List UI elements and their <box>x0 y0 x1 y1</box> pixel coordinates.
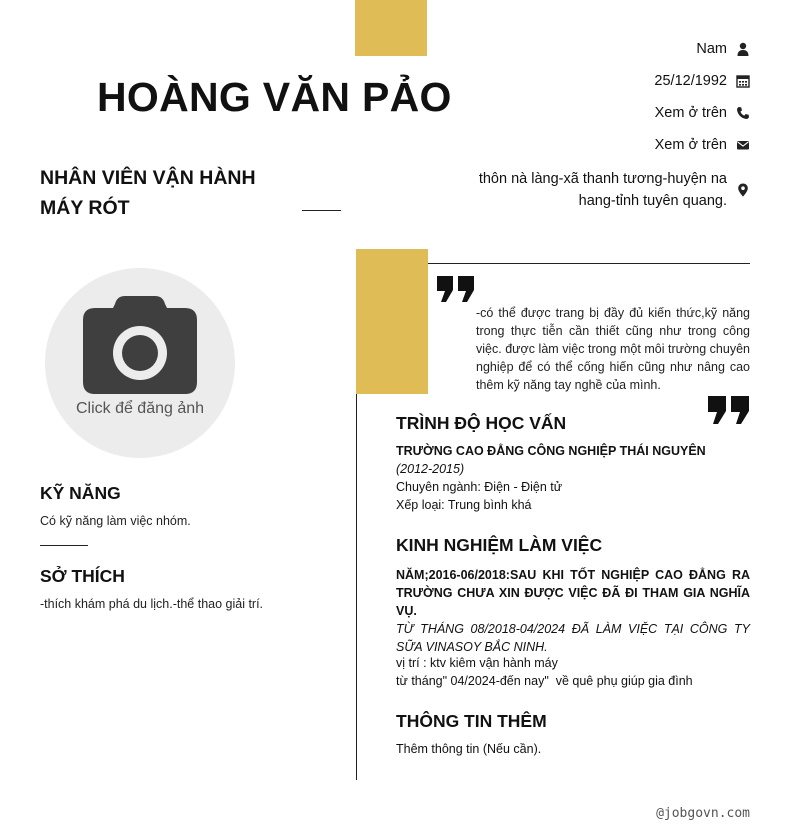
calendar-icon <box>736 74 750 88</box>
education-heading: TRÌNH ĐỘ HỌC VẤN <box>396 413 567 433</box>
experience-entry: từ tháng" 04/2024-đến nay" về quê phụ giúp gia đình <box>396 674 693 688</box>
contact-dob <box>654 73 750 89</box>
contact-address <box>457 168 750 212</box>
quote-open-icon <box>437 276 475 302</box>
additional-info-heading: THÔNG TIN THÊM <box>396 711 547 731</box>
additional-info-text: Thêm thông tin (Nếu cần). <box>396 742 542 756</box>
user-icon <box>736 42 750 56</box>
education-years: (2012-2015) <box>396 462 465 476</box>
vertical-divider <box>356 394 357 780</box>
education-major: Chuyên ngành: Điện - Điện tử <box>396 480 563 494</box>
skills-heading: KỸ NĂNG <box>40 483 121 503</box>
dob-text: 25/12/1992 <box>654 73 727 89</box>
address-text: thôn nà làng-xã thanh tương-huyện na hang-tỉnh tuyên quang. <box>478 171 727 209</box>
experience-entry: NĂM;2016-06/2018:SAU KHI TỐT NGHIỆP CAO ĐẲNG RA TRƯỜNG CHƯA XIN ĐƯỢC VIỆC ĐÃ ĐI THAM GIA NGHĨA VỤ. <box>396 568 750 618</box>
contact-gender <box>696 41 750 57</box>
phone-icon <box>736 106 750 120</box>
experience-entry: vị trí : ktv kiêm vận hành máy <box>396 656 558 670</box>
divider <box>302 210 341 211</box>
skills-text: Có kỹ năng làm việc nhóm. <box>40 514 191 528</box>
education-rank: Xếp loại: Trung bình khá <box>396 498 532 512</box>
phone-text: Xem ở trên <box>654 105 727 121</box>
photo-caption: Click để đăng ảnh <box>75 400 205 417</box>
email-text: Xem ở trên <box>654 137 727 153</box>
career-objective: -có thể được trang bị đầy đủ kiến thức,kỹ năng trong thực tiễn cần thiết cũng như trong công việc. được làm việc trong một môi trường chuyên nghiệp để có thể cống hiến cũng như nâng cao thêm kỹ năng tay nghề của mình. <box>476 306 750 392</box>
map-pin-icon <box>736 183 750 197</box>
job-title: NHÂN VIÊN VẬN HÀNH MÁY RÓT <box>40 167 256 219</box>
divider <box>428 263 750 264</box>
experience-entry: TỪ THÁNG 08/2018-04/2024 ĐÃ LÀM VIỆC TẠI CÔNG TY SỮA VINASOY BẮC NINH. <box>396 622 750 654</box>
education-school: TRƯỜNG CAO ĐẲNG CÔNG NGHIỆP THÁI NGUYÊN <box>396 444 706 458</box>
quote-close-icon <box>708 396 750 424</box>
accent-block-top <box>355 0 427 56</box>
hobbies-text: -thích khám phá du lịch.-thể thao giải trí. <box>40 597 264 611</box>
contact-phone <box>655 105 750 121</box>
photo-upload[interactable] <box>45 268 235 458</box>
contact-email <box>655 137 750 153</box>
gender-text: Nam <box>696 41 727 57</box>
divider <box>40 545 88 546</box>
experience-heading: KINH NGHIỆM LÀM VIỆC <box>396 535 603 555</box>
candidate-name: HOÀNG VĂN PẢO <box>97 74 452 120</box>
hobbies-heading: SỞ THÍCH <box>40 566 125 586</box>
accent-block-middle <box>356 249 428 394</box>
camera-icon <box>83 296 197 394</box>
envelope-icon <box>736 138 750 152</box>
watermark: @jobgovn.com <box>656 806 750 821</box>
